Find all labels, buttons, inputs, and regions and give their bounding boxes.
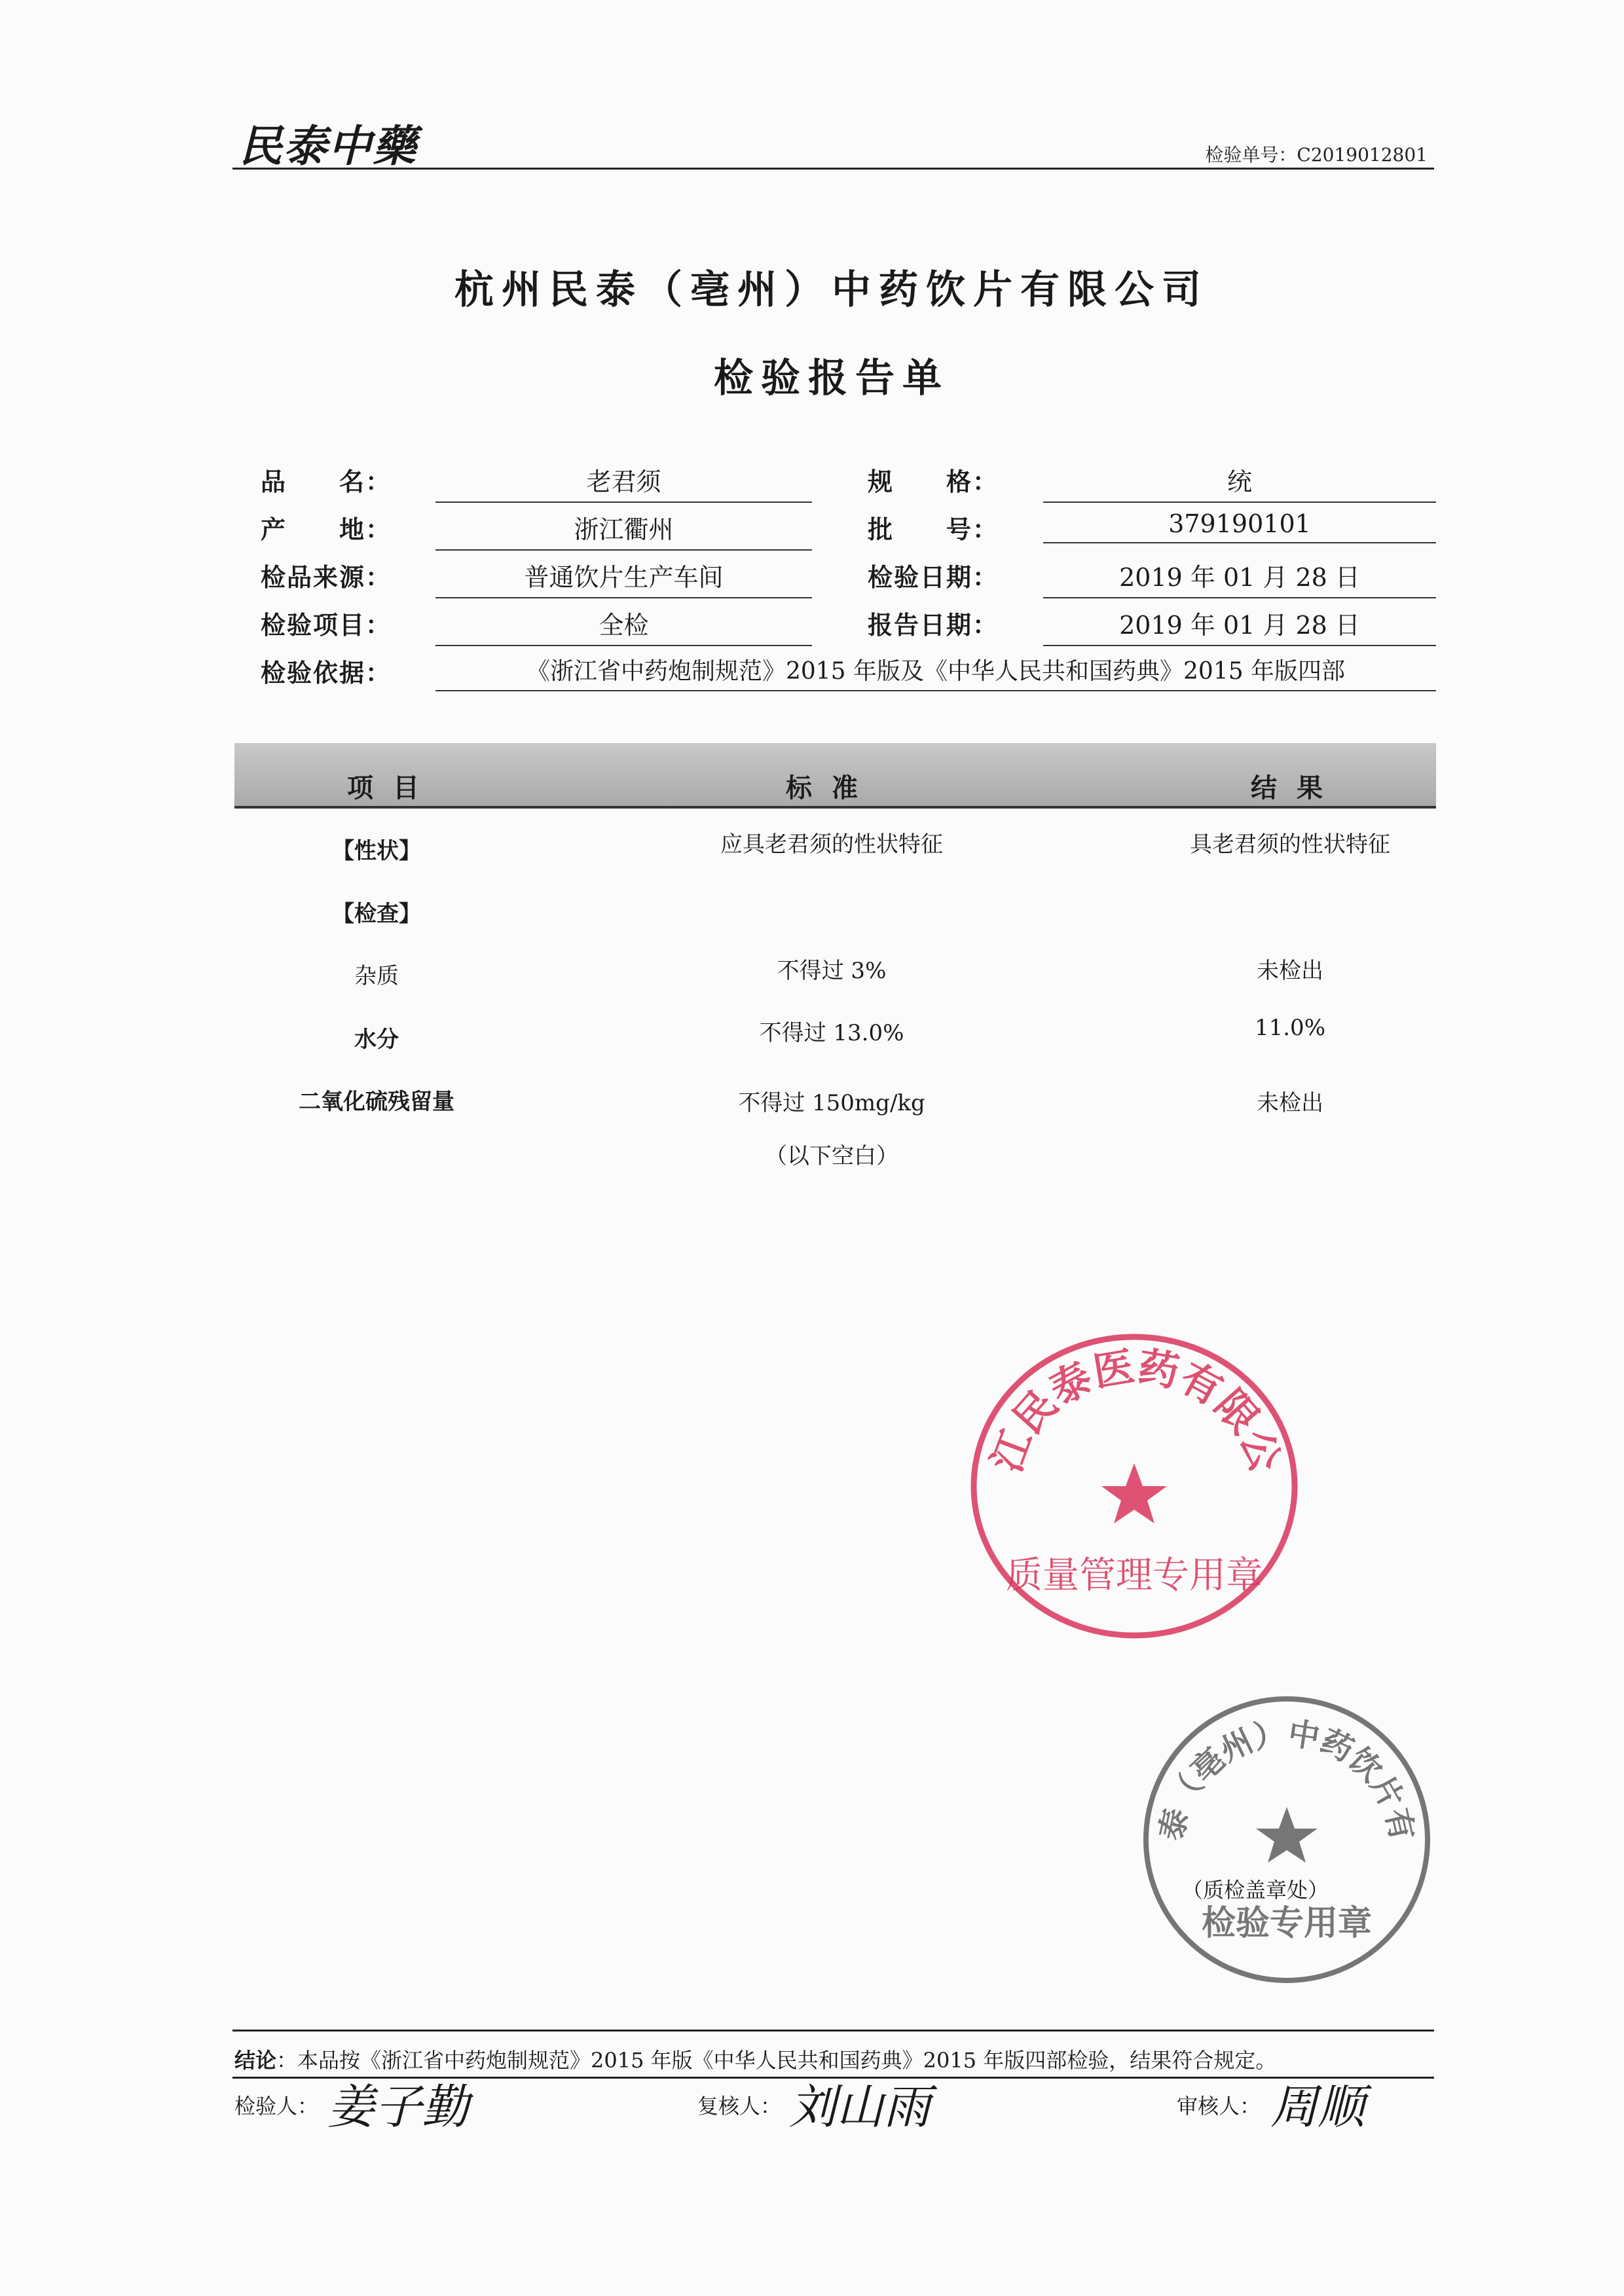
inspector-label: 检验人：: [234, 2094, 319, 2119]
stamp-red-bottom-text: 质量管理专用章: [1006, 1554, 1263, 1597]
row-standard: 不得过 3%: [777, 958, 887, 984]
col-header-item: 项目: [347, 773, 439, 803]
items-label: 检验项目：: [261, 610, 392, 640]
source-label: 检品来源：: [261, 562, 392, 592]
stamp-area-note: （质检盖章处）: [1182, 1878, 1329, 1903]
row-item: 【检查】: [332, 901, 421, 927]
quality-stamp: [966, 1329, 1303, 1643]
row-result: 未检出: [1257, 958, 1323, 984]
conclusion-label: 结论: [234, 2048, 277, 2073]
star-icon: [1256, 1807, 1318, 1863]
batch-label: 批 号：: [868, 515, 999, 544]
row-result: 11.0%: [1254, 1015, 1325, 1041]
page-title: 检验报告单: [714, 355, 950, 401]
header-divider: [232, 168, 1434, 170]
basis-label: 检验依据：: [261, 658, 392, 687]
conclusion-top-rule: [232, 2030, 1434, 2032]
basis-value: 《浙江省中药炮制规范》2015 年版及《中华人民共和国药典》2015 年版四部: [435, 653, 1436, 691]
svg-text:杭州民泰（亳州）中药饮片有限公司: [1136, 1692, 1420, 1844]
product-name-value: 老君须: [435, 462, 812, 503]
approver-label: 审核人：: [1177, 2094, 1261, 2119]
origin-label: 产 地：: [261, 515, 392, 544]
star-icon: [1101, 1463, 1167, 1523]
stamp-gray-bottom-text: 检验专用章: [1201, 1903, 1373, 1943]
row-item: 水分: [354, 1027, 399, 1053]
row-standard: 不得过 150mg/kg: [738, 1090, 925, 1116]
reviewer-label: 复核人：: [697, 2094, 782, 2119]
row-item: 【性状】: [332, 838, 421, 864]
row-item: 二氧化硫残留量: [299, 1089, 454, 1115]
approver-signature: 周顺: [1270, 2079, 1365, 2134]
row-result: 未检出: [1257, 1090, 1323, 1116]
inspector-signature: 姜子勤: [327, 2079, 470, 2134]
report-number: 检验单号：C2019012801: [1205, 144, 1428, 166]
row-item: 杂质: [354, 963, 399, 989]
stamp-red-top-text: 江民泰医药有限公: [982, 1342, 1290, 1478]
svg-text:浙江民泰医药有限公司: [966, 1329, 1290, 1478]
reviewer-signature: 刘山雨: [789, 2079, 931, 2134]
source-value: 普通饮片生产车间: [435, 557, 812, 598]
col-header-result: 结果: [1251, 773, 1342, 803]
batch-value: 379190101: [1043, 509, 1436, 543]
company-name: 杭州民泰（亳州）中药饮片有限公司: [454, 267, 1209, 313]
conclusion-text: ：本品按《浙江省中药炮制规范》2015 年版《中华人民共和国药典》2015 年版四部检验，结果符合规定。: [276, 2048, 1277, 2073]
col-header-standard: 标准: [786, 773, 877, 803]
report-date-label: 报告日期：: [868, 610, 999, 640]
row-standard: 应具老君须的性状特征: [720, 831, 943, 858]
spec-label: 规 格：: [868, 467, 999, 496]
row-standard: 不得过 13.0%: [759, 1020, 904, 1046]
test-date-value: 2019 年 01 月 28 日: [1043, 557, 1436, 598]
origin-value: 浙江衢州: [435, 509, 812, 551]
test-date-label: 检验日期：: [868, 562, 999, 592]
report-date-value: 2019 年 01 月 28 日: [1043, 605, 1436, 646]
inspection-stamp: [1136, 1692, 1437, 1987]
items-value: 全检: [435, 605, 812, 646]
spec-value: 统: [1043, 462, 1436, 503]
row-result: 具老君须的性状特征: [1190, 831, 1390, 858]
company-logo: 民泰中藥: [239, 120, 417, 172]
product-name-label: 品 名：: [261, 467, 392, 496]
blank-note: （以下空白）: [765, 1143, 898, 1169]
stamp-gray-top-text: 泰（亳州）中药饮片有: [1153, 1715, 1421, 1844]
